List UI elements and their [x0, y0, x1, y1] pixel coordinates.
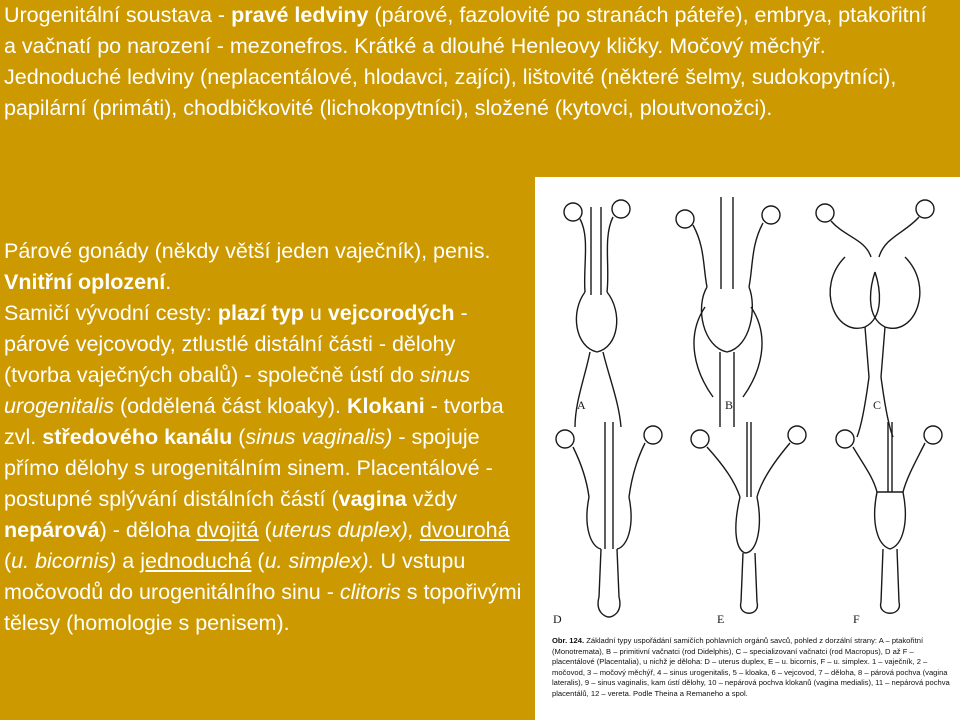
text-run-bold: Klokani: [347, 394, 425, 418]
text-run-bold: středového kanálu: [42, 425, 233, 449]
text-run-bold: vagina: [338, 487, 407, 511]
panel-letter: B: [725, 398, 734, 412]
text-run: Samičí vývodní cesty:: [4, 301, 218, 325]
text-run: - tvorba zvl.: [4, 394, 504, 449]
text-run: Urogenitální soustava -: [4, 3, 232, 27]
text-run: s topořivými tělesy (homologie s penisem).: [4, 580, 522, 635]
text-run: - spojuje přímo dělohy s urogenitálním sinem. Placentálové - postupné splývání distálních částí (: [4, 425, 493, 511]
panel-letter: F: [853, 612, 860, 626]
text-run: - párové vejcovody, ztlustlé distální části - dělohy (tvorba vaječných obalů) - společně ústí do: [4, 301, 468, 387]
anatomy-figure: [535, 177, 960, 720]
text-run: (: [251, 549, 265, 573]
text-run-italic: clitoris: [339, 580, 401, 604]
text-run: u: [303, 301, 328, 325]
caption-text: Základní typy uspořádání samičích pohlavních orgánů savců, pohled z dorzální strany: A – ptakořitní (Monotremata), B – primitivní vačnatci (rod Didelphis), C – specializovaní vačnatci (rod Macropus), D až F – placentálové (Placentalia), u nichž je děloha: D – uterus duplex, E – u. bicornis, F – u. simplex. 1 – vaječník, 2 – močovod, 3 – močový měchýř, 4 – sinus urogenitalis, 5 – kloaka, 6 – vejcovod, 7 – děloha, 8 – párová pochva (vagina lateralis), 9 – sinus vaginalis, kam ústí dělohy, 10 – nepárová pochva klokanů (vagina medialis), 11 – nepárová pochva placentálů, 12 – vereta. Podle Theina a Remaneho a spol.: [552, 636, 950, 698]
panel-letter: C: [873, 398, 882, 412]
text-run: a: [116, 549, 141, 573]
text-run-bold: nepárová: [4, 518, 100, 542]
caption-title: Obr. 124.: [552, 636, 585, 645]
text-run-bold: vejcorodých: [327, 301, 455, 325]
drawing-strokes: [556, 197, 942, 617]
panel-letter: A: [577, 398, 586, 412]
text-run: (párové, fazolovité po stranách páteře), embrya, ptakořitní a vačnatí po narození - mezonefros. Krátké a dlouhé Henleovy kličky. Močový měchýř. Jednoduché ledviny (neplacentálové, hlodavci, zajíci), lištovité (některé šelmy, sudokopytníci), papilární (primáti), chodbičkovité (lichokopytníci), složené (kytovci, ploutvonožci).: [4, 3, 927, 120]
text-run-underline: dvourohá: [419, 518, 510, 542]
panel-d-drawing: [556, 422, 662, 617]
text-run: (oddělená část kloaky).: [113, 394, 348, 418]
text-run: .: [165, 270, 172, 294]
panel-a-drawing: [564, 200, 630, 427]
text-run: vždy: [406, 487, 457, 511]
panel-letter: D: [553, 612, 562, 626]
figure-caption: [552, 636, 952, 700]
anatomy-drawing: [535, 177, 960, 632]
text-run: ) - děloha: [99, 518, 197, 542]
text-run: Párové gonády (někdy větší jeden vaječník), penis.: [4, 239, 491, 263]
panel-e-drawing: [691, 422, 806, 613]
text-run: (: [232, 425, 246, 449]
text-run: (: [258, 518, 272, 542]
text-run: U vstupu močovodů do urogenitálního sinu -: [4, 549, 466, 604]
panel-b-drawing: [676, 197, 780, 427]
panel-letter: E: [717, 612, 725, 626]
text-run-bold: pravé ledviny: [231, 3, 369, 27]
paragraph-gonads: [4, 236, 524, 639]
paragraph-urogenital: [4, 0, 944, 124]
text-run-italic: uterus duplex),: [271, 518, 414, 542]
panel-f-drawing: [836, 422, 942, 613]
text-run-italic: sinus vaginalis): [245, 425, 393, 449]
panel-letters: [553, 398, 881, 626]
text-run-italic: sinus urogenitalis: [4, 363, 471, 418]
text-run-bold: Vnitřní oplození: [4, 270, 166, 294]
text-run-italic: u. bicornis): [11, 549, 117, 573]
text-run-bold: plazí typ: [217, 301, 304, 325]
text-run-italic: u. simplex).: [264, 549, 375, 573]
text-run: (: [4, 549, 12, 573]
text-run-underline: jednoduchá: [140, 549, 252, 573]
text-run-underline: dvojitá: [196, 518, 259, 542]
